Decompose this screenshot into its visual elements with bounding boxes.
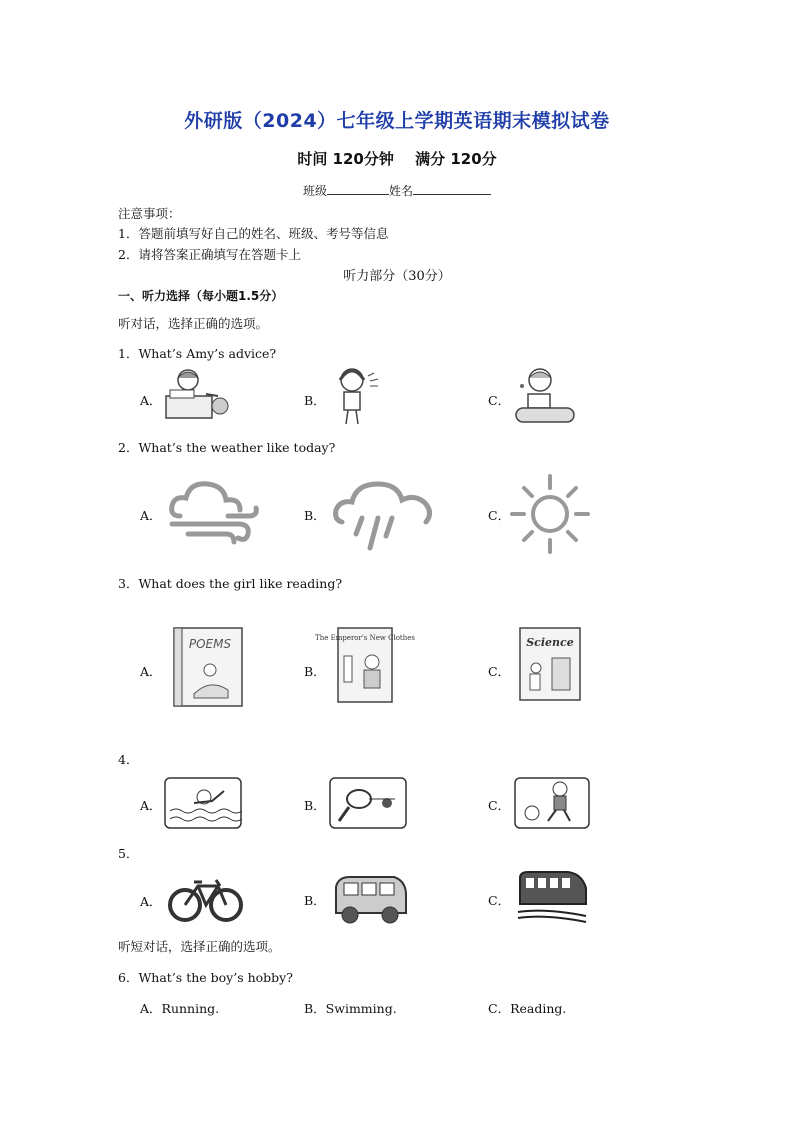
q5-option-c[interactable]: C． <box>488 893 511 908</box>
q4-option-b[interactable]: B． <box>304 798 326 813</box>
part1-heading: 一、听力选择（每小题1.5分） <box>118 289 284 303</box>
class-label: 班级 <box>302 184 327 198</box>
q3-option-b[interactable]: B． <box>304 664 326 679</box>
train-icon <box>516 868 588 922</box>
exam-subtitle <box>0 148 794 169</box>
windy-cloud-icon <box>168 476 260 546</box>
student-info <box>0 182 794 199</box>
fairy-tale-book-icon <box>315 624 415 706</box>
football-icon <box>514 777 590 829</box>
notes-heading: 注意事项： <box>118 206 181 221</box>
full-score: 满分 120分 <box>415 150 497 168</box>
q2-option-c[interactable]: C． <box>488 508 511 523</box>
q1-option-a[interactable]: A． <box>140 393 162 408</box>
q2-option-a[interactable]: A． <box>140 508 162 523</box>
question-text: What’s Amy’s advice? <box>138 346 277 361</box>
sun-icon <box>512 472 596 556</box>
question-2 <box>118 438 335 456</box>
swimming-icon <box>164 777 242 829</box>
science-title: Science <box>526 636 574 649</box>
rain-cloud-icon <box>332 478 436 552</box>
q4-option-c[interactable]: C． <box>488 798 511 813</box>
part1-instruction-2: 听短对话，选择正确的选项。 <box>118 939 281 954</box>
question-number: 5． <box>118 846 139 861</box>
exam-title: 外研版（2024）七年级上学期英语期末模拟试卷 <box>184 110 610 132</box>
q1-option-c[interactable]: C． <box>488 393 511 408</box>
part1-instruction: 听对话，选择正确的选项。 <box>118 316 269 331</box>
question-4 <box>118 750 138 768</box>
question-text: What’s the weather like today? <box>138 440 336 455</box>
poems-title: POEMS <box>188 637 232 651</box>
science-book-icon <box>516 624 586 704</box>
fairy-tale-title: The Emperor's New Clothes <box>315 634 415 642</box>
q5-option-b[interactable]: B． <box>304 893 326 908</box>
question-text: What’s the boy’s hobby? <box>138 970 293 985</box>
question-number: 4． <box>118 752 139 767</box>
question-text: What does the girl like reading? <box>138 576 343 591</box>
q5-option-a[interactable]: A． <box>140 894 162 909</box>
time-limit: 时间 120分钟 <box>297 150 394 168</box>
name-label: 姓名 <box>389 184 414 198</box>
girl-headphones-icon <box>332 364 392 426</box>
poems-book-icon <box>170 624 246 710</box>
q6-option-a[interactable]: A．Running. <box>140 1001 220 1016</box>
section-title: 听力部分（30分） <box>343 269 451 284</box>
question-number: 6． <box>118 970 139 985</box>
tennis-icon <box>329 777 407 829</box>
question-number: 1． <box>118 346 139 361</box>
q3-option-c[interactable]: C． <box>488 664 511 679</box>
q6-option-c[interactable]: C．Reading. <box>488 1001 567 1016</box>
q2-option-b[interactable]: B． <box>304 508 326 523</box>
boy-reading-icon <box>512 366 582 426</box>
q6-option-b[interactable]: B．Swimming. <box>304 1001 397 1016</box>
bicycle-icon <box>168 874 244 924</box>
boy-at-desk-icon <box>162 366 232 424</box>
note-item-1: 1．答题前填写好自己的姓名、班级、考号等信息 <box>118 226 389 241</box>
question-1 <box>118 344 276 362</box>
class-blank[interactable] <box>327 182 389 195</box>
van-icon <box>330 873 410 927</box>
q1-option-b[interactable]: B． <box>304 393 326 408</box>
question-number: 2． <box>118 440 139 455</box>
question-number: 3． <box>118 576 139 591</box>
q3-option-a[interactable]: A． <box>140 664 162 679</box>
question-6 <box>118 968 293 986</box>
name-blank[interactable] <box>413 182 491 195</box>
note-item-2: 2．请将答案正确填写在答题卡上 <box>118 247 301 262</box>
q4-option-a[interactable]: A． <box>140 798 162 813</box>
question-5 <box>118 844 138 862</box>
question-3 <box>118 574 342 592</box>
